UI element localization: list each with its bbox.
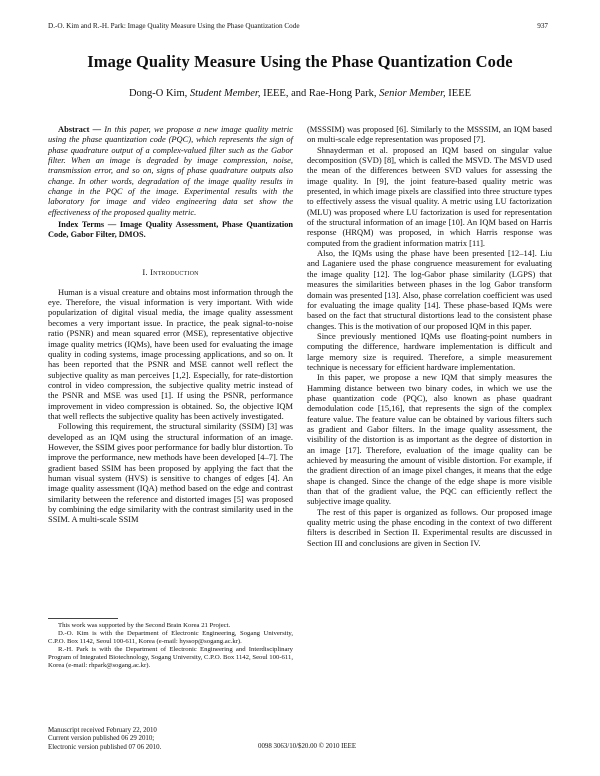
footnote-divider: [48, 618, 118, 619]
paper-title: Image Quality Measure Using the Phase Quantization Code: [87, 52, 513, 71]
manuscript-line: Manuscript received February 22, 2010: [48, 727, 157, 734]
body-paragraph: The rest of this paper is organized as follows. Our proposed image quality metric using the phase encoding in the context of two different filters is described in Section II. Experimental results are discussed in Section III and conclusions are given in Section IV.: [307, 506, 552, 548]
body-paragraph: Following this requirement, the structural similarity (SSIM) [3] was developed as an IQM using the structural information of an image. However, the SSIM gives poor performance for badly blur distortion. To improve the performance, new methods have been developed [4–7]. The gradient based SSIM has been proposed by applying the fact that the human visual system (HVS) is sensitive to changes of edges [4]. An image quality assessment (IQA) method based on the edge and contrast similarity between the reference and distorted images [5] was proposed by combining the edge similarity with the contrast similarity used in the SSIM. A multi-scale SSIM: [48, 421, 293, 525]
manuscript-info: [48, 727, 248, 752]
index-terms-text: Image Quality Assessment, Phase Quantization Code, Gabor Filter, DMOS.: [48, 220, 293, 240]
author-1-name: Dong-O Kim,: [128, 88, 188, 99]
abstract-label: Abstract —: [58, 124, 102, 134]
footnotes: [48, 622, 293, 671]
author-2-role: Senior Member,: [379, 88, 446, 99]
body-paragraph: (MSSSIM) was proposed [6]. Similarly to the MSSSIM, an IQM based on multi-scale edge representation was proposed [7].: [307, 124, 552, 145]
body-paragraph: In this paper, we propose a new IQM that simply measures the Hamming distance between two binary codes, in which we use the phase quantization code (PQC), also known as phase quadrant demodulation code [15,16], that represents the sign of the complex feature value. The feature value can be obtained by various filters such as gradient and Gabor filters. In the image quality assessment, the visibility of the distortion is as important as the degree of distortion in an image [17]. Therefore, evaluation of the image quality can be achieved by measuring the amount of visible distortion. For example, if the gradient direction of an image pixel changes, it means that the edge shape is changed. Since the change of the edge shape is more visible than that of the gradient value, the PQC can efficiently reflect the subjective image quality.: [307, 372, 552, 507]
manuscript-line: Electronic version published 07 06 2010.: [48, 743, 162, 751]
body-paragraph: Since previously mentioned IQMs use floating-point numbers in computing the difference, hardware implementation is difficult and large memory size is required. Therefore, a simple measurement technique is necessary for efficient hardware implementation.: [307, 330, 552, 372]
manuscript-line: Current version published 06 29 2010;: [48, 735, 155, 743]
footnote: This work was supported by the Second Brain Korea 21 Project.: [58, 622, 231, 629]
footnote: R.-H. Park is with the Department of Electronic Engineering and Interdisciplinary Program of Integrated Biotechnology, Sogang University, C.P.O. Box 1142, Seoul 100-611, Korea (e-mail: rhpark@sogang.ac.kr).: [48, 646, 293, 670]
abstract: [48, 124, 293, 217]
author-1-org: IEEE, and Rae-Hong Park,: [263, 88, 377, 99]
section-heading: [48, 267, 293, 277]
section-title: Introduction: [150, 266, 199, 277]
issn-line: 0098 3063/10/$20.00 © 2010 IEEE: [258, 743, 357, 750]
author-1-role: Student Member,: [189, 88, 261, 99]
running-header: D.-O. Kim and R.-H. Park: Image Quality Measure Using the Phase Quantization Code: [48, 22, 300, 30]
index-terms-label: Index Terms —: [58, 220, 117, 230]
body-paragraph: Human is a visual creature and obtains most information through the eye. Therefore, the visual information is very important. With wide popularization of digital visual media, the image quality assessment becomes a very important issue. In practice, the peak signal-to-noise ratio (PSNR) and mean squared error (MSE), representative objective image quality metrics (IQMs), have been used for evaluating the image quality in coding systems, image processing applications, and so on. It has been reported that the PSNR and MSE cannot well reflect the subjective quality as man perceives [1,2]. Especially, for rate-distortion control in video compression, the subjective quality metric instead of the PSNR and MSE was used [1]. If using the PSNR, performance improvement in video compression is obtained. So, the objective IQM that well reflects the subjective quality has been actively investigated.: [48, 286, 293, 421]
section-number: I.: [142, 266, 148, 277]
abstract-text: In this paper, we propose a new image quality metric using the phase quantization code (PQC), which represents the sign of phase quadrature output of a complex-valued filter such as the Gabor filter. When an image is degraded by image compression, noise, transmission error, and so on, signs of phase quadrature outputs also change. In other words, degradation of the image quality results in change in the PQC of the image. Experimental results with the laboratory for image and video engineering data set show the effectiveness of the proposed quality metric.: [48, 124, 293, 217]
right-column: [307, 124, 552, 548]
page-number: 937: [537, 22, 548, 30]
author-line: [0, 88, 600, 99]
index-terms: [48, 220, 293, 241]
author-2-org: IEEE: [448, 88, 472, 99]
body-paragraph: Also, the IQMs using the phase have been presented [12–14]. Liu and Laganiere used the phase congruence measurement for evaluating the image quality [12]. The log-Gabor phase similarity (LGPS) that measures the similarities between phases in the log Gabor transform domain was presented [13]. Also, phase correlation coefficient was used for evaluating the image quality [14]. These phase-based IQMs were based on the fact that structural distortions lead to the consistent phase changes. This is the motivation of our proposed IQM in this paper.: [307, 248, 552, 331]
footnote: D.-O. Kim is with the Department of Electronic Engineering, Sogang University, C.P.O. Box 1142, Seoul 100-611, Korea (e-mail: hyssop@sogang.ac.kr).: [48, 630, 293, 646]
body-paragraph: Shnayderman et al. proposed an IQM based on singular value decomposition (SVD) [8], which is called the MSVD. The MSVD used the mean of the differences between SVD values for assessing the image quality. In [9], the joint feature-based quality metric was presented, in which image pixels are classified into three structure types to effectively assess the visual quality. A metric using LU factorization (MLU) was proposed where LU factorization is used for representation of the structural information of an image [10]. An IQM based on Harris response (HRQM) was proposed, in which Harris response was computed from the gradient information matrix [11].: [307, 144, 552, 248]
left-column: [48, 124, 293, 525]
